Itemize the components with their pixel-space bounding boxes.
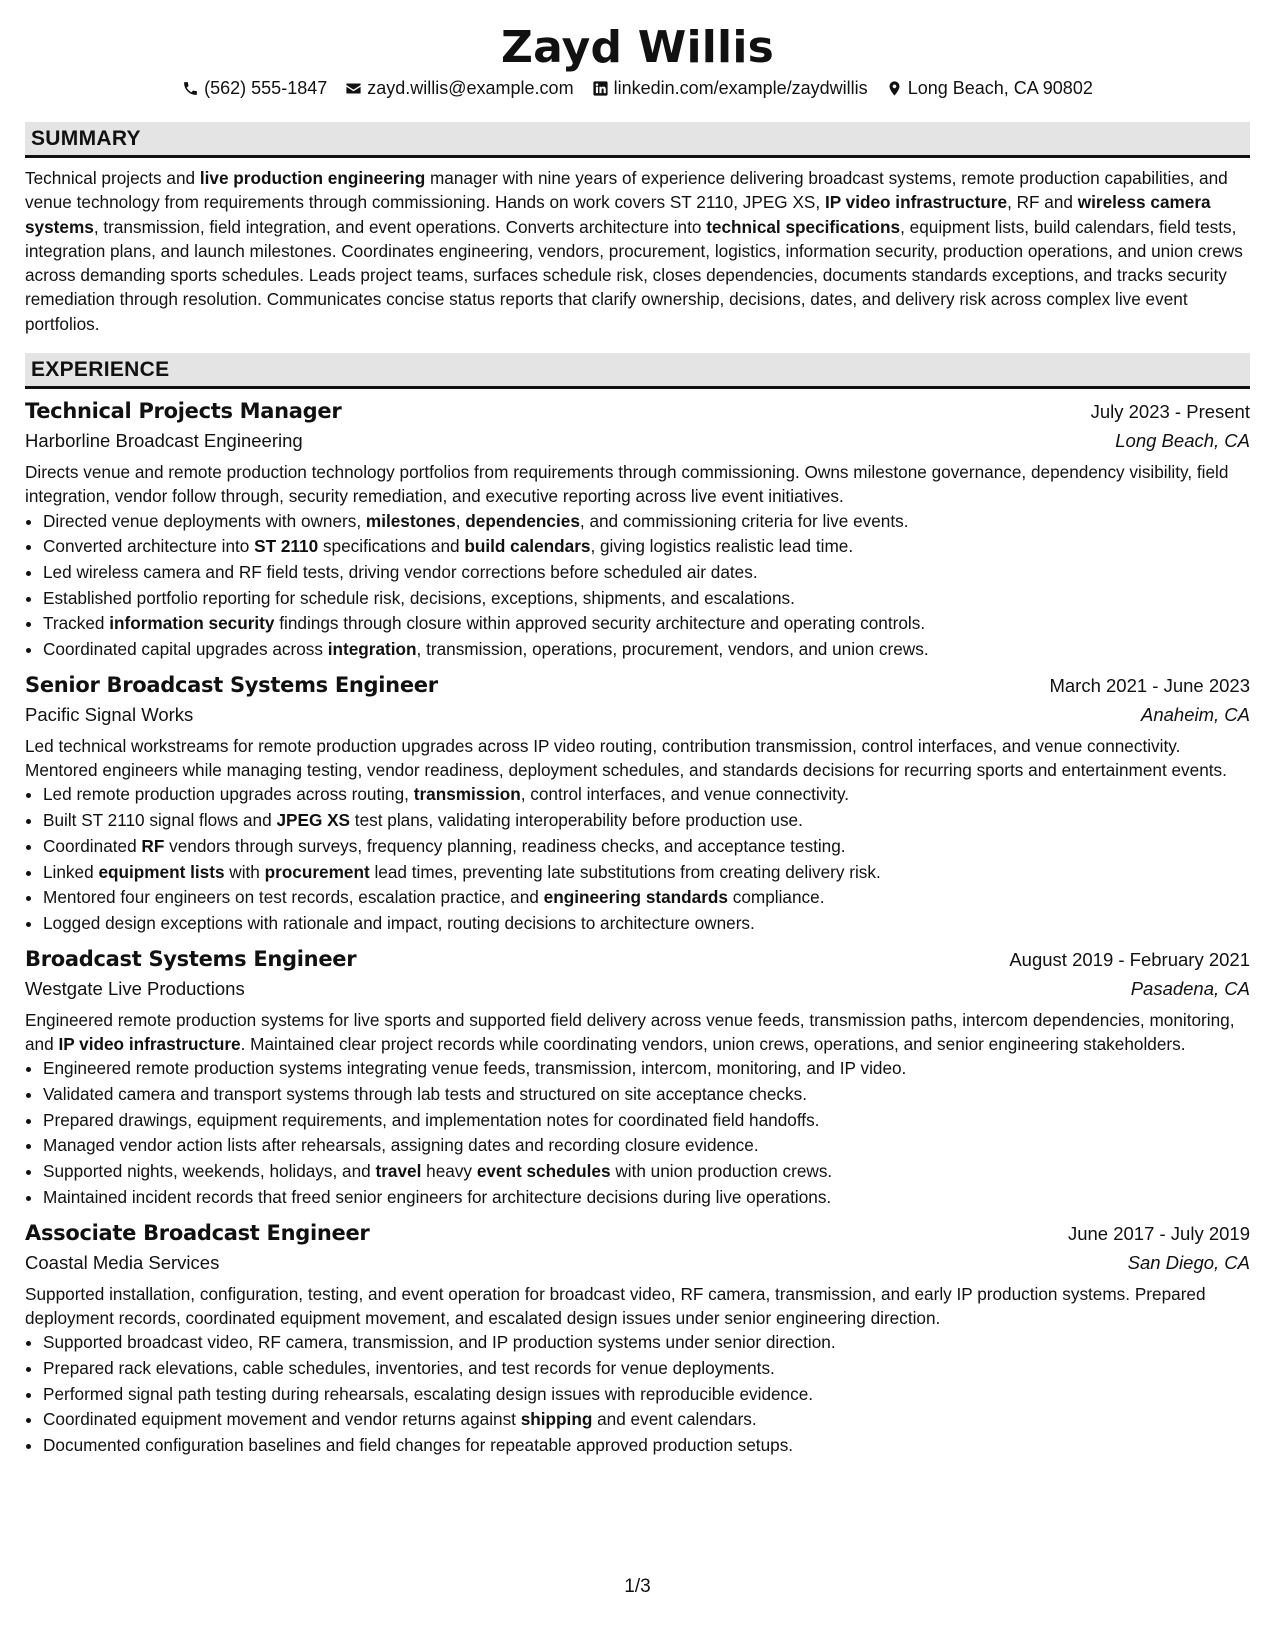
bullet-item: • Supported nights, weekends, holidays, and travel heavy event schedules with union production crews. [43, 1159, 1250, 1185]
bullet-item: • Linked equipment lists with procurement lead times, preventing late substitutions from creating delivery risk. [43, 860, 1250, 886]
job-title: Broadcast Systems Engineer [25, 946, 357, 971]
bullet-item: • Managed vendor action lists after rehearsals, assigning dates and recording closure evidence. [43, 1133, 1250, 1159]
job-entry [25, 945, 1250, 1211]
linkedin-icon [592, 80, 609, 97]
contact-location [886, 76, 1093, 100]
job-bullets [25, 509, 1250, 663]
job-description: Supported installation, configuration, testing, and event operation for broadcast video, RF camera, transmission, and early IP production systems. Prepared deployment records, coordinated equipment movement, and escalated design issues under senior engineering direction. [25, 1283, 1206, 1328]
job-dates: August 2019 - February 2021 [1009, 948, 1250, 970]
company-name: Harborline Broadcast Engineering [25, 430, 303, 452]
candidate-name: Zayd Willis [501, 22, 774, 73]
job-bullets [25, 782, 1250, 936]
job-entry [25, 1219, 1250, 1459]
job-description: Directs venue and remote production technology portfolios from requirements through commissioning. Owns milestone governance, dependency visibility, field integration, vendor follow through, security remediation, and executive reporting across live event initiatives. [25, 462, 1229, 507]
map-pin-icon [886, 80, 903, 97]
bullet-item: • Prepared drawings, equipment requirements, and implementation notes for coordinated field handoffs. [43, 1108, 1250, 1134]
contact-linkedin[interactable] [592, 76, 868, 100]
job-description: Led technical workstreams for remote production upgrades across IP video routing, contribution transmission, control interfaces, and venue connectivity. Mentored engineers while managing testing, vendor readiness, deployment schedules, and standards decisions for recurring sports and entertainment events. [25, 735, 1227, 781]
job-dates: July 2023 - Present [1090, 401, 1250, 423]
company-name: Pacific Signal Works [25, 703, 194, 725]
job-entry [25, 397, 1250, 663]
bullet-item: • Built ST 2110 signal flows and JPEG XS test plans, validating interoperability before production use. [43, 808, 1250, 834]
bullet-item: • Directed venue deployments with owners, milestones, dependencies, and commissioning criteria for live events. [43, 509, 1250, 535]
page-number: 1/3 [624, 1576, 651, 1597]
company-name: Westgate Live Productions [25, 977, 245, 999]
experience-heading: EXPERIENCE [25, 353, 1250, 389]
job-entry [25, 671, 1250, 937]
contact-phone[interactable] [182, 76, 327, 100]
bullet-item: • Converted architecture into ST 2110 specifications and build calendars, giving logistics realistic lead time. [43, 534, 1250, 560]
bullet-item: • Supported broadcast video, RF camera, transmission, and IP production systems under senior direction. [43, 1330, 1250, 1356]
summary-text: Technical projects and live production engineering manager with nine years of experience delivering broadcast systems, remote production capabilities, and venue technology from requirements through commissioning. Hands on work covers ST 2110, JPEG XS, IP video infrastructure, RF and wireless camera systems, transmission, field integration, and event operations. Converts architecture into technical specifications, equipment lists, build calendars, field tests, integration plans, and launch milestones. Coordinates engineering, vendors, procurement, logistics, information security, production operations, and union crews across demanding sports schedules. Leads project teams, surfaces schedule risk, closes dependencies, documents standards exceptions, and tracks security remediation through resolution. Communicates concise status reports that clarify ownership, decisions, dates, and delivery risk across complex live event portfolios. [25, 168, 1243, 334]
experience-list [25, 397, 1250, 1459]
bullet-item: • Coordinated capital upgrades across integration, transmission, operations, procurement, vendors, and union crews. [43, 637, 1250, 663]
job-dates: June 2017 - July 2019 [1067, 1222, 1250, 1244]
bullet-item: • Mentored four engineers on test records, escalation practice, and engineering standards compliance. [43, 885, 1250, 911]
phone-text: (562) 555-1847 [204, 78, 328, 98]
job-title: Associate Broadcast Engineer [25, 1220, 370, 1245]
bullet-item: • Performed signal path testing during rehearsals, escalating design issues with reproducible evidence. [43, 1382, 1250, 1408]
bullet-item: • Led remote production upgrades across routing, transmission, control interfaces, and venue connectivity. [43, 782, 1250, 808]
bullet-item: • Coordinated RF vendors through surveys, frequency planning, readiness checks, and acceptance testing. [43, 834, 1250, 860]
contact-bar [25, 76, 1250, 100]
bullet-item: • Coordinated equipment movement and vendor returns against shipping and event calendars. [43, 1407, 1250, 1433]
bullet-item: • Engineered remote production systems integrating venue feeds, transmission, intercom, monitoring, and IP video. [43, 1056, 1250, 1082]
contact-email[interactable] [345, 76, 573, 100]
envelope-icon [345, 80, 362, 97]
bullet-item: • Validated camera and transport systems through lab tests and structured on site acceptance checks. [43, 1082, 1250, 1108]
summary-heading: SUMMARY [25, 122, 1250, 158]
phone-icon [182, 80, 199, 97]
job-location: Pasadena, CA [1130, 977, 1250, 999]
location-text: Long Beach, CA 90802 [907, 78, 1093, 98]
bullet-item: • Tracked information security findings through closure within approved security architecture and operating controls. [43, 611, 1250, 637]
bullet-item: • Prepared rack elevations, cable schedules, inventories, and test records for venue deployments. [43, 1356, 1250, 1382]
bullet-item: • Logged design exceptions with rationale and impact, routing decisions to architecture owners. [43, 911, 1250, 937]
job-bullets [25, 1330, 1250, 1459]
bullet-item: • Established portfolio reporting for schedule risk, decisions, exceptions, shipments, and escalations. [43, 586, 1250, 612]
email-text: zayd.willis@example.com [367, 78, 574, 98]
job-bullets [25, 1056, 1250, 1210]
job-location: Anaheim, CA [1141, 703, 1250, 725]
bullet-item: • Maintained incident records that freed senior engineers for architecture decisions during live operations. [43, 1185, 1250, 1211]
resume-page [25, 22, 1250, 1459]
bullet-item: • Led wireless camera and RF field tests, driving vendor corrections before scheduled air dates. [43, 560, 1250, 586]
job-dates: March 2021 - June 2023 [1049, 674, 1250, 696]
job-title: Senior Broadcast Systems Engineer [25, 672, 438, 697]
job-title: Technical Projects Manager [25, 399, 342, 424]
job-location: Long Beach, CA [1115, 430, 1250, 452]
company-name: Coastal Media Services [25, 1251, 220, 1273]
job-description: Engineered remote production systems for live sports and supported field delivery across venue feeds, transmission paths, intercom dependencies, monitoring, and IP video infrastructure. Maintained clear project records while coordinating vendors, union crews, operations, and senior engineering stakeholders. [25, 1009, 1235, 1054]
linkedin-text: linkedin.com/example/zaydwillis [613, 78, 868, 98]
job-location: San Diego, CA [1127, 1251, 1250, 1273]
bullet-item: • Documented configuration baselines and field changes for repeatable approved production setups. [43, 1433, 1250, 1459]
